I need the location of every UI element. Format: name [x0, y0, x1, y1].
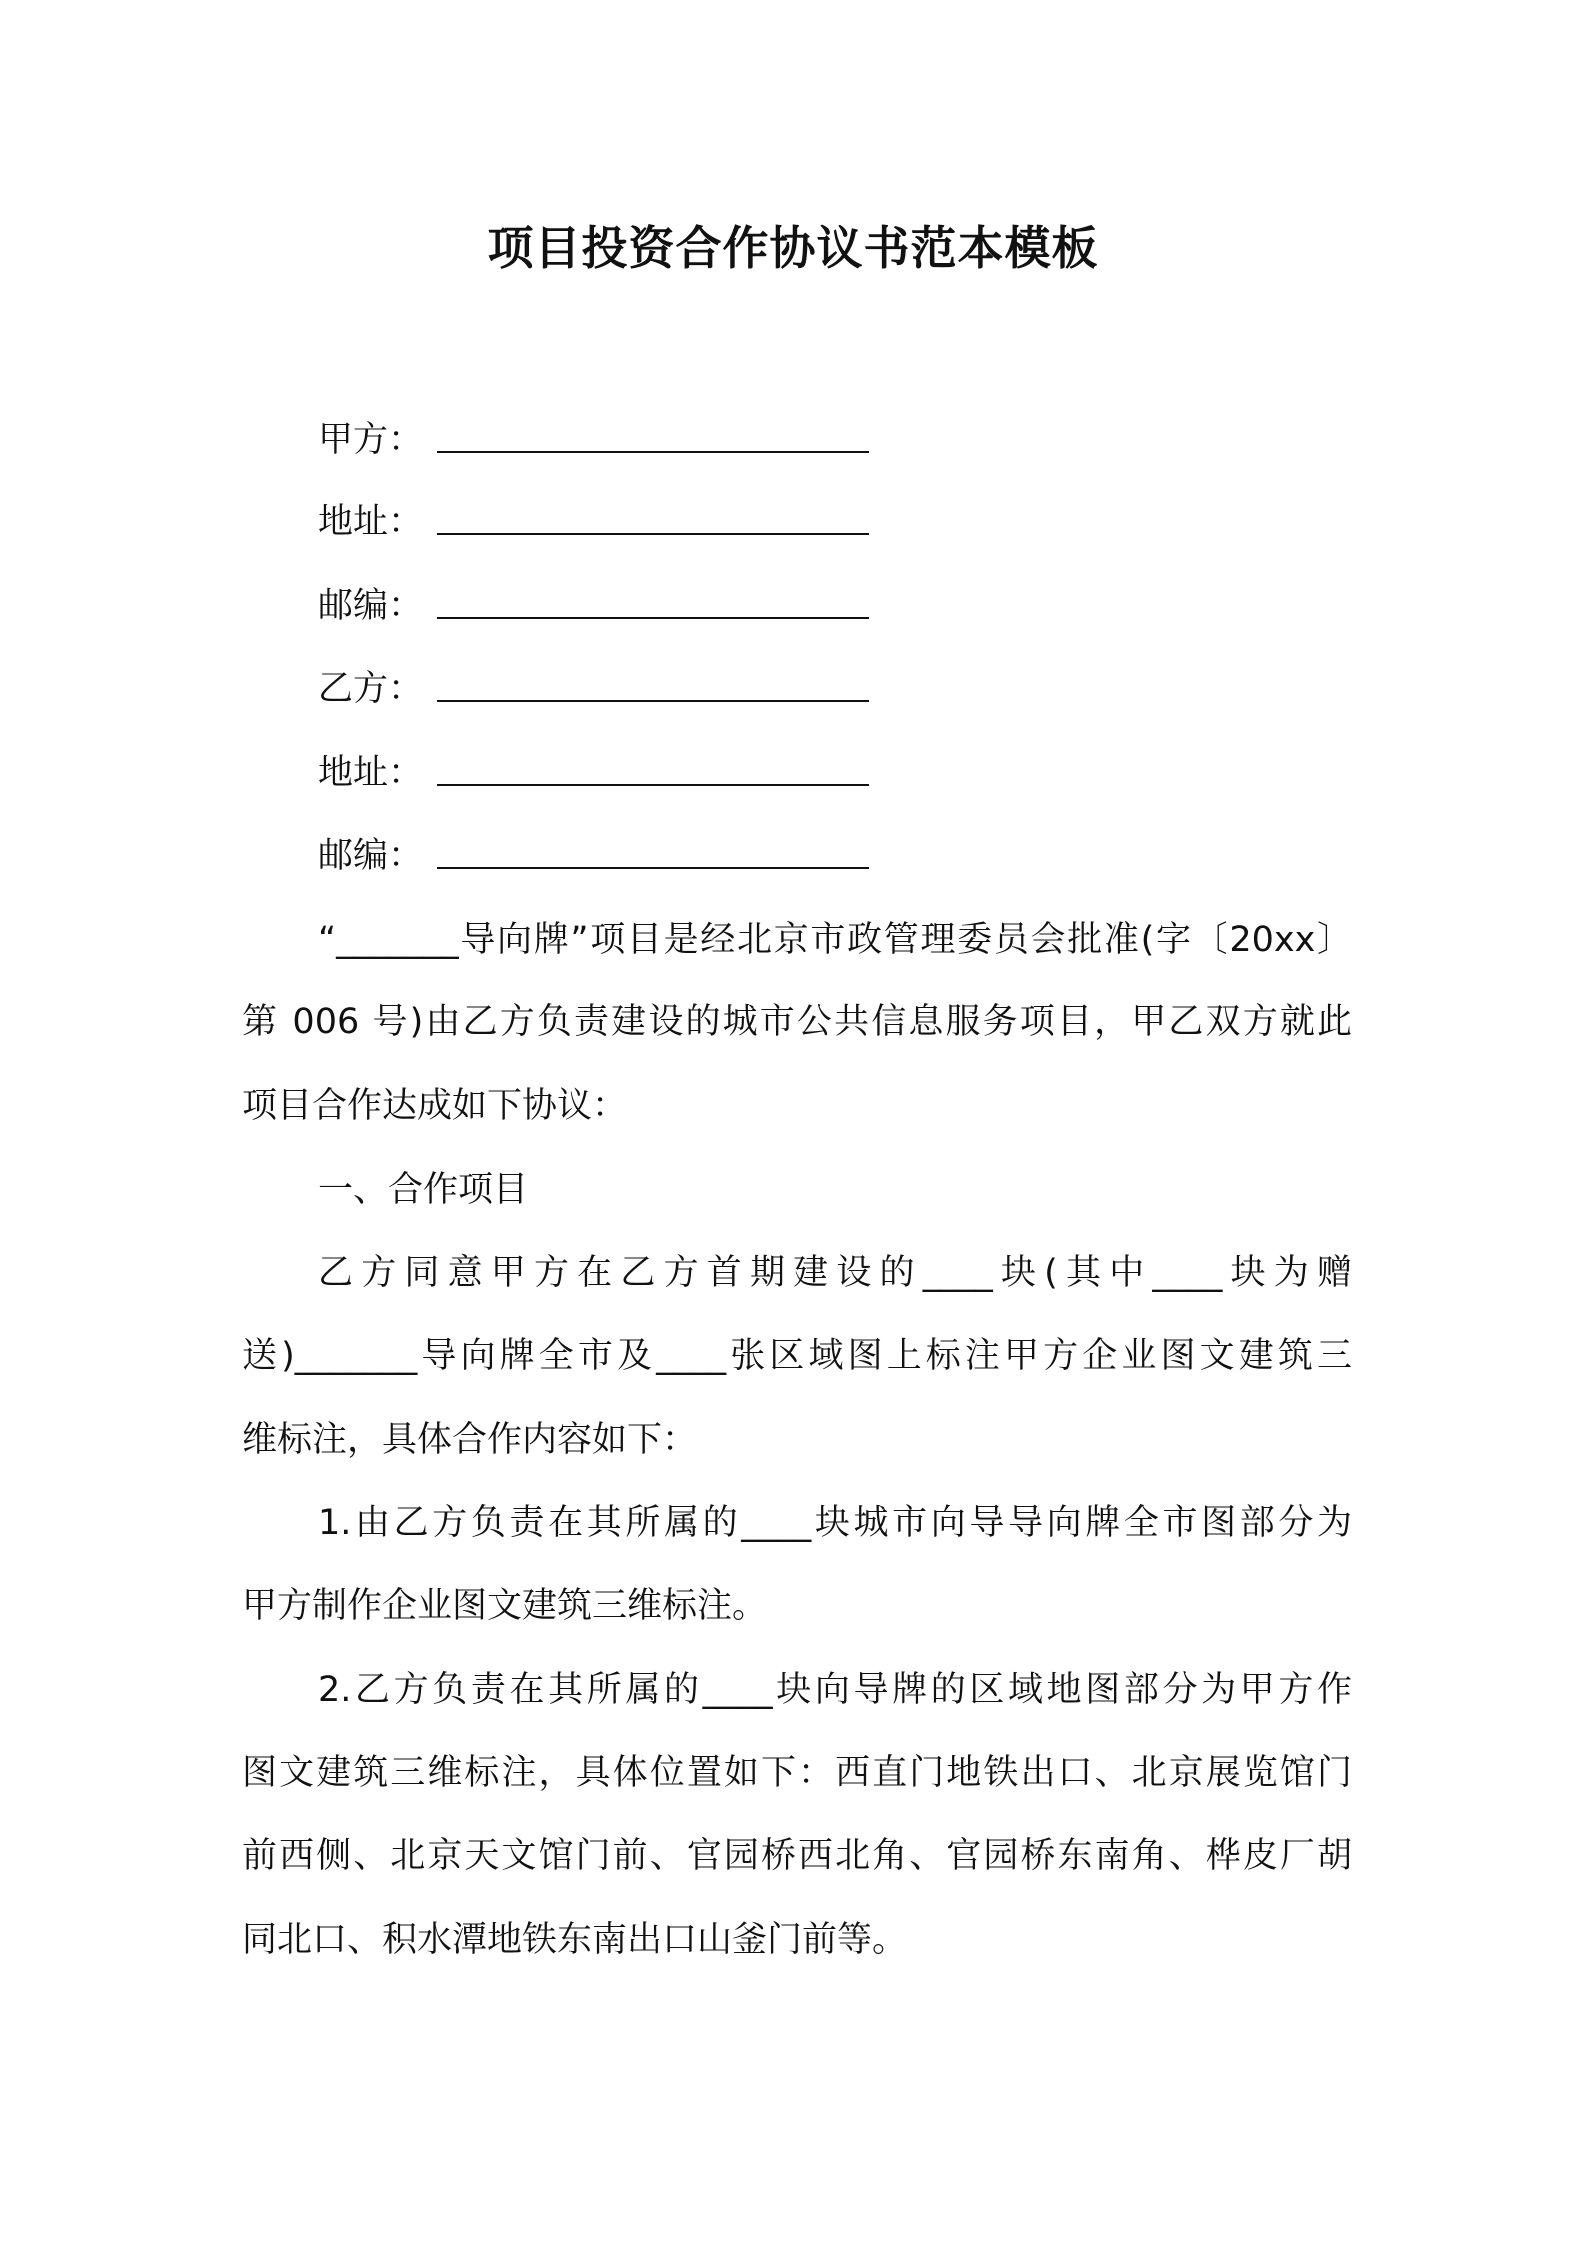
- section-heading: 一、合作项目: [318, 1170, 529, 1210]
- document-title: 项目投资合作协议书范本模板: [487, 221, 1099, 275]
- field-label: 甲方：: [318, 420, 424, 460]
- party-b-address-field: [318, 751, 869, 795]
- party-a-address-field: [318, 500, 869, 544]
- field-label: 邮编：: [318, 836, 424, 876]
- body-line: 送)_______导向牌全市及____张区域图上标注甲方企业图文建筑三: [242, 1336, 1352, 1376]
- body-line: 维标注，具体合作内容如下：: [242, 1420, 698, 1460]
- body-line: 第 006 号)由乙方负责建设的城市公共信息服务项目，甲乙双方就此: [242, 1002, 1352, 1042]
- body-line: 乙方同意甲方在乙方首期建设的____块(其中____块为赠: [318, 1253, 1352, 1293]
- fill-blank: [437, 754, 869, 786]
- fill-blank: [437, 670, 869, 702]
- party-b-field: [318, 667, 869, 711]
- fill-blank: [437, 421, 869, 453]
- body-line: 甲方制作企业图文建筑三维标注。: [242, 1586, 768, 1626]
- body-line: 同北口、积水潭地铁东南出口山釜门前等。: [242, 1920, 908, 1960]
- body-line: “_______导向牌”项目是经北京市政管理委员会批准(字〔20xx〕: [318, 920, 1352, 960]
- body-line: 2.乙方负责在其所属的____块向导牌的区域地图部分为甲方作: [318, 1670, 1352, 1710]
- body-line: 项目合作达成如下协议：: [242, 1086, 628, 1126]
- fill-blank: [437, 587, 869, 619]
- fill-blank: [437, 503, 869, 535]
- body-line: 前西侧、北京天文馆门前、官园桥西北角、官园桥东南角、桦皮厂胡: [242, 1836, 1352, 1876]
- body-line: 1.由乙方负责在其所属的____块城市向导导向牌全市图部分为: [318, 1503, 1352, 1543]
- party-a-field: [318, 418, 869, 462]
- field-label: 乙方：: [318, 669, 424, 709]
- party-a-postcode-field: [318, 584, 869, 628]
- party-b-postcode-field: [318, 834, 869, 878]
- body-line: 图文建筑三维标注，具体位置如下：西直门地铁出口、北京展览馆门: [242, 1753, 1352, 1793]
- field-label: 邮编：: [318, 586, 424, 626]
- field-label: 地址：: [318, 753, 424, 793]
- fill-blank: [437, 837, 869, 869]
- field-label: 地址：: [318, 502, 424, 542]
